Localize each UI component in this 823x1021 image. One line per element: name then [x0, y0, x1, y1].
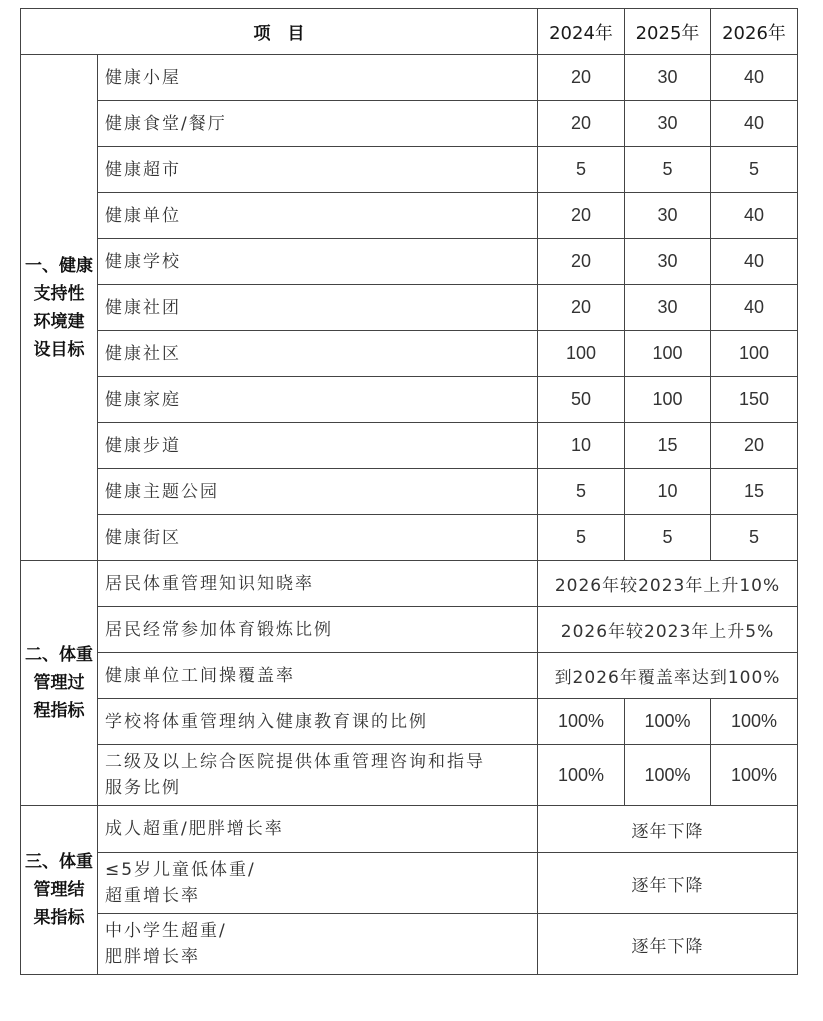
table-row [21, 469, 798, 515]
value-cell: 100 [538, 331, 625, 377]
table-row [21, 423, 798, 469]
value-cell: 40 [711, 55, 798, 101]
table-row [21, 699, 798, 745]
value-cell: 30 [625, 239, 711, 285]
table-row [21, 806, 798, 853]
table-row [21, 331, 798, 377]
item-name: ≤5岁儿童低体重/ 超重增长率 [98, 853, 538, 914]
table-row [21, 101, 798, 147]
value-cell: 100% [538, 745, 625, 806]
value-cell: 40 [711, 285, 798, 331]
value-cell: 15 [625, 423, 711, 469]
category-cell: 三、体重 管理结 果指标 [21, 806, 98, 975]
table-row [21, 853, 798, 914]
merged-value: 逐年下降 [538, 853, 798, 914]
merged-value: 2026年较2023年上升10% [538, 561, 798, 607]
table-row [21, 239, 798, 285]
indicator-table [20, 8, 798, 975]
item-name: 健康家庭 [98, 377, 538, 423]
value-cell: 10 [538, 423, 625, 469]
category-cell: 一、健康 支持性 环境建 设目标 [21, 55, 98, 561]
value-cell: 5 [711, 147, 798, 193]
table-row [21, 147, 798, 193]
item-name: 中小学生超重/ 肥胖增长率 [98, 914, 538, 975]
table-row [21, 914, 798, 975]
value-cell: 30 [625, 193, 711, 239]
value-cell: 5 [538, 147, 625, 193]
value-cell: 30 [625, 55, 711, 101]
value-cell: 20 [711, 423, 798, 469]
merged-value: 2026年较2023年上升5% [538, 607, 798, 653]
table-row [21, 193, 798, 239]
value-cell: 100% [711, 699, 798, 745]
item-name: 健康学校 [98, 239, 538, 285]
value-cell: 15 [711, 469, 798, 515]
item-name: 健康主题公园 [98, 469, 538, 515]
value-cell: 30 [625, 101, 711, 147]
value-cell: 20 [538, 193, 625, 239]
item-name: 居民体重管理知识知晓率 [98, 561, 538, 607]
value-cell: 100% [625, 745, 711, 806]
value-cell: 40 [711, 239, 798, 285]
item-name: 健康食堂/餐厅 [98, 101, 538, 147]
table-row [21, 745, 798, 806]
table-row [21, 55, 798, 101]
header-year-2026: 2026年 [711, 9, 798, 55]
table-row [21, 377, 798, 423]
item-name: 健康超市 [98, 147, 538, 193]
merged-value: 逐年下降 [538, 914, 798, 975]
value-cell: 20 [538, 55, 625, 101]
header-year-2024: 2024年 [538, 9, 625, 55]
value-cell: 10 [625, 469, 711, 515]
header-year-2025: 2025年 [625, 9, 711, 55]
item-name: 健康街区 [98, 515, 538, 561]
item-name: 健康社区 [98, 331, 538, 377]
value-cell: 150 [711, 377, 798, 423]
header-row [21, 9, 798, 55]
value-cell: 20 [538, 239, 625, 285]
item-name: 学校将体重管理纳入健康教育课的比例 [98, 699, 538, 745]
table-row [21, 515, 798, 561]
merged-value: 到2026年覆盖率达到100% [538, 653, 798, 699]
value-cell: 100% [538, 699, 625, 745]
value-cell: 20 [538, 285, 625, 331]
value-cell: 100% [625, 699, 711, 745]
value-cell: 100 [625, 331, 711, 377]
value-cell: 5 [711, 515, 798, 561]
item-name: 居民经常参加体育锻炼比例 [98, 607, 538, 653]
item-name: 健康小屋 [98, 55, 538, 101]
table-row [21, 561, 798, 607]
value-cell: 100 [625, 377, 711, 423]
table-row [21, 285, 798, 331]
value-cell: 40 [711, 193, 798, 239]
item-name: 健康步道 [98, 423, 538, 469]
item-name: 成人超重/肥胖增长率 [98, 806, 538, 853]
value-cell: 5 [538, 469, 625, 515]
table-row [21, 653, 798, 699]
value-cell: 100% [711, 745, 798, 806]
value-cell: 30 [625, 285, 711, 331]
value-cell: 5 [538, 515, 625, 561]
value-cell: 5 [625, 515, 711, 561]
value-cell: 40 [711, 101, 798, 147]
value-cell: 100 [711, 331, 798, 377]
value-cell: 50 [538, 377, 625, 423]
header-item: 项 目 [21, 9, 538, 55]
value-cell: 5 [625, 147, 711, 193]
table-row [21, 607, 798, 653]
item-name: 健康社团 [98, 285, 538, 331]
item-name: 健康单位工间操覆盖率 [98, 653, 538, 699]
item-name: 二级及以上综合医院提供体重管理咨询和指导 服务比例 [98, 745, 538, 806]
merged-value: 逐年下降 [538, 806, 798, 853]
category-cell: 二、体重 管理过 程指标 [21, 561, 98, 806]
value-cell: 20 [538, 101, 625, 147]
item-name: 健康单位 [98, 193, 538, 239]
